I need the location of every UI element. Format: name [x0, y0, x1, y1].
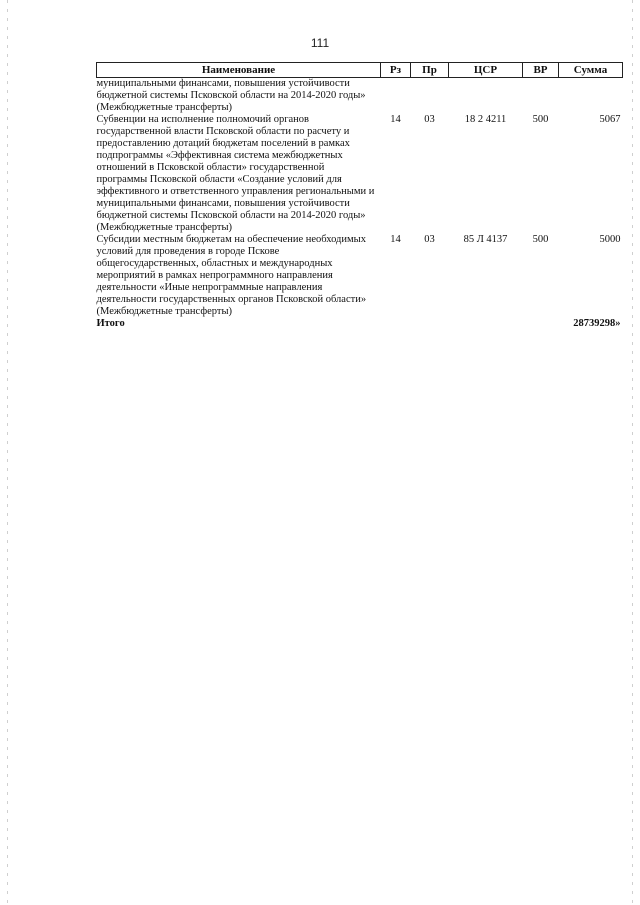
header-sum: Сумма	[559, 63, 623, 78]
header-name: Наименование	[97, 63, 381, 78]
row-sum: 5000	[599, 234, 621, 245]
table-row	[97, 234, 623, 318]
row-csr: 85 Л 4137	[463, 234, 508, 245]
row-csr: 18 2 4211	[464, 114, 507, 125]
row-sum	[559, 78, 623, 115]
row-pr: 03	[424, 234, 435, 245]
table-row	[97, 114, 623, 234]
total-sum: 28739298»	[573, 318, 621, 329]
table-row	[97, 78, 623, 115]
row-name: муниципальными финансами, повышения устойчивости бюджетной системы Псковской области на 2014-2020 годы» (Межбюджетные трансферты)	[96, 78, 366, 113]
scan-edge-right	[632, 0, 633, 905]
row-name: Субсидии местным бюджетам на обеспечение необходимых условий для проведения в городе Пскове общегосударственных, областных и международных мероприятий в рамках непрограммного направления деятельности «Иные непрограммные направления деятельности государственных органов Псковской области» (Межбюджетные трансферты)	[96, 234, 367, 317]
row-csr	[449, 78, 523, 115]
table-header-row	[97, 63, 623, 78]
header-pr: Пр	[411, 63, 449, 78]
total-row	[97, 318, 623, 330]
page-number: 111	[310, 36, 330, 50]
row-rz: 14	[390, 114, 401, 125]
total-label: Итого	[96, 318, 125, 329]
header-csr: ЦСР	[449, 63, 523, 78]
row-pr	[411, 78, 449, 115]
row-name: Субвенции на исполнение полномочий органов государственной власти Псковской области по расчету и предоставлению дотаций бюджетам поселений в рамках подпрограммы «Эффективная система межбюджетных отношений в Псковской области» государственной программы Псковской области «Создание условий для эффективного и ответственного управления региональными и муниципальными финансами, повышения устойчивости бюджетной системы Псковской области на 2014-2020 годы» (Межбюджетные трансферты)	[96, 114, 375, 233]
header-vr: ВР	[523, 63, 559, 78]
row-pr: 03	[424, 114, 435, 125]
row-rz	[381, 78, 411, 115]
row-vr: 500	[532, 114, 549, 125]
budget-table	[96, 62, 623, 330]
row-vr	[523, 78, 559, 115]
row-rz: 14	[390, 234, 401, 245]
row-sum: 5067	[599, 114, 621, 125]
scan-edge-left	[7, 0, 8, 905]
header-rz: Рз	[381, 63, 411, 78]
row-vr: 500	[532, 234, 549, 245]
